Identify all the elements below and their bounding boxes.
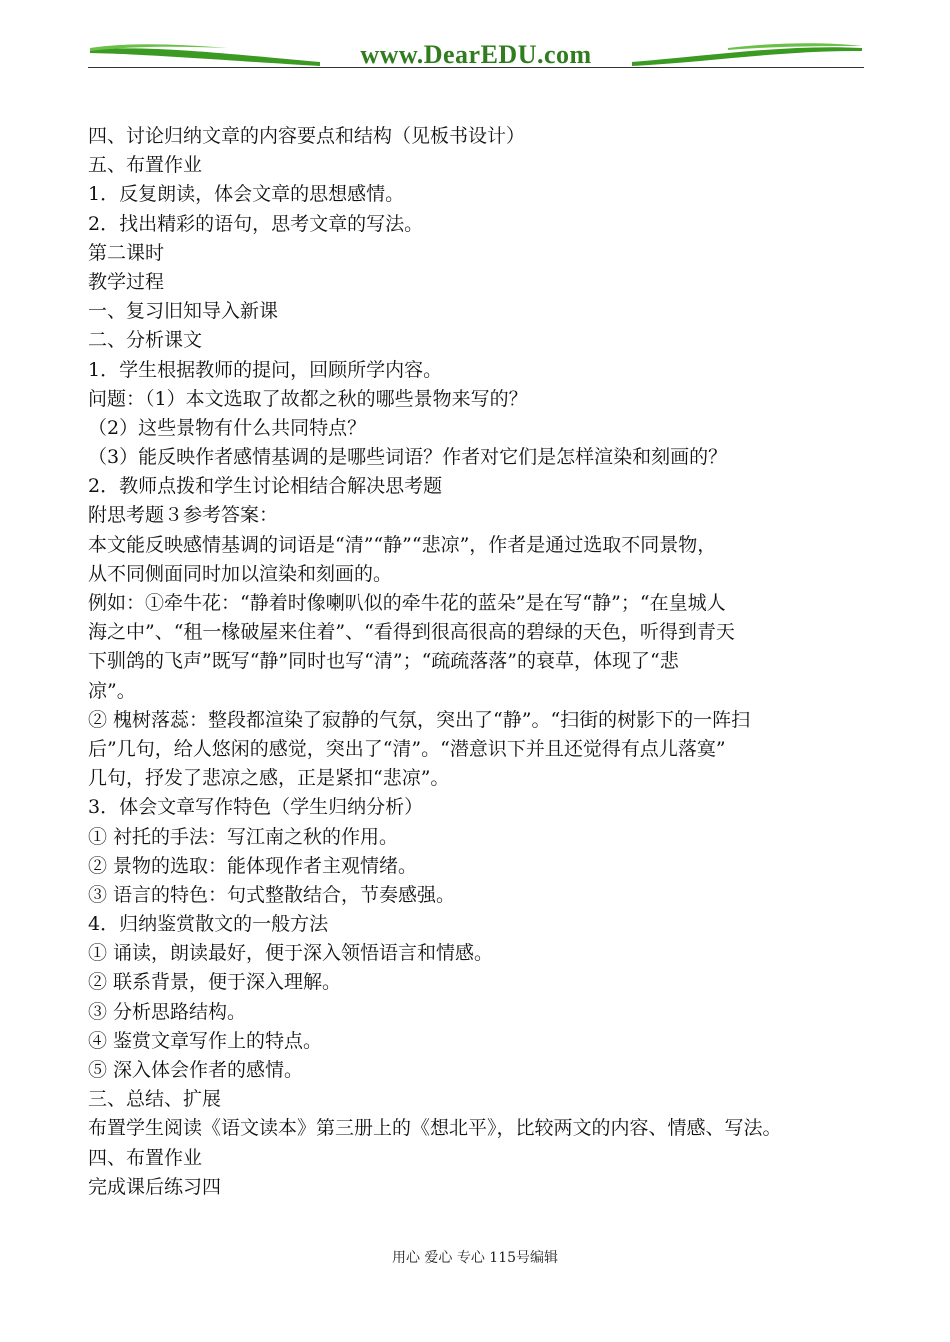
text-line: 2．教师点拨和学生讨论相结合解决思考题 — [88, 475, 443, 498]
document-body — [88, 122, 863, 1202]
text-line: 第二课时 — [88, 241, 165, 264]
text-line: （2）这些景物有什么共同特点？ — [88, 416, 367, 439]
text-line: 五、布置作业 — [88, 154, 203, 177]
text-line: ⑤ 深入体会作者的感情。 — [88, 1059, 304, 1081]
text-line: 教学过程 — [88, 270, 165, 293]
text-line: 从不同侧面同时加以渲染和刻画的。 — [88, 562, 393, 585]
text-line: 本文能反映感情基调的词语是“清”“静”“悲凉”，作者是通过选取不同景物， — [88, 533, 717, 556]
text-line: 布置学生阅读《语文读本》第三册上的《想北平》，比较两文的内容、情感、写法。 — [88, 1117, 782, 1140]
text-line: 一、复习旧知导入新课 — [88, 300, 279, 323]
text-line: 2．找出精彩的语句，思考文章的写法。 — [88, 212, 424, 235]
text-line: 附思考题３参考答案： — [88, 504, 279, 527]
text-line: 凉”。 — [88, 679, 136, 702]
text-line: 1．学生根据教师的提问，回顾所学内容。 — [88, 358, 443, 381]
text-line: ② 联系背景，便于深入理解。 — [88, 971, 342, 994]
text-line: （3）能反映作者感情基调的是哪些词语？作者对它们是怎样渲染和刻画的？ — [88, 446, 728, 469]
text-line: 3．体会文章写作特色（学生归纳分析） — [88, 796, 424, 819]
text-line: 三、总结、扩展 — [88, 1088, 222, 1111]
page-footer: 用心 爱心 专心 115号编辑 — [391, 1250, 559, 1266]
text-line: 4．归纳鉴赏散文的一般方法 — [88, 913, 329, 936]
header-rule — [88, 67, 864, 68]
text-line: 四、布置作业 — [88, 1146, 203, 1169]
text-line: 几句，抒发了悲凉之感，正是紧扣“悲凉”。 — [88, 767, 450, 790]
text-line: 下驯鸽的飞声”既写“静”同时也写“清”；“疏疏落落”的衰草，体现了“悲 — [88, 650, 679, 673]
text-line: 四、讨论归纳文章的内容要点和结构（见板书设计） — [88, 125, 526, 147]
text-line: 完成课后练习四 — [88, 1175, 222, 1198]
text-line: 问题：（1）本文选取了故都之秋的哪些景物来写的？ — [88, 387, 528, 410]
text-line: ① 衬托的手法：写江南之秋的作用。 — [88, 825, 399, 848]
text-line: 二、分析课文 — [88, 329, 203, 352]
text-line: ③ 分析思路结构。 — [88, 1000, 247, 1023]
text-line: ④ 鉴赏文章写作上的特点。 — [88, 1029, 323, 1052]
text-line: ③ 语言的特色：句式整散结合，节奏感强。 — [88, 883, 456, 906]
text-line: 后”几句，给人悠闲的感觉，突出了“清”。“潜意识下并且还觉得有点儿落寞” — [88, 737, 726, 760]
text-line: 海之中”、“租一椽破屋来住着”、“看得到很高很高的碧绿的天色，听得到青天 — [88, 621, 735, 644]
text-line: 例如：①牵牛花：“静着时像喇叭似的牵牛花的蓝朵”是在写“静”；“在皇城人 — [88, 592, 726, 614]
text-line: 1．反复朗读，体会文章的思想感情。 — [88, 183, 405, 206]
site-logo[interactable]: www.DearEDU.com — [360, 40, 592, 69]
text-line: ① 诵读，朗读最好，便于深入领悟语言和情感。 — [88, 942, 494, 965]
text-line: ② 槐树落蕊：整段都渲染了寂静的气氛，突出了“静”。“扫街的树影下的一阵扫 — [88, 708, 751, 731]
text-line: ② 景物的选取：能体现作者主观情绪。 — [88, 854, 418, 877]
